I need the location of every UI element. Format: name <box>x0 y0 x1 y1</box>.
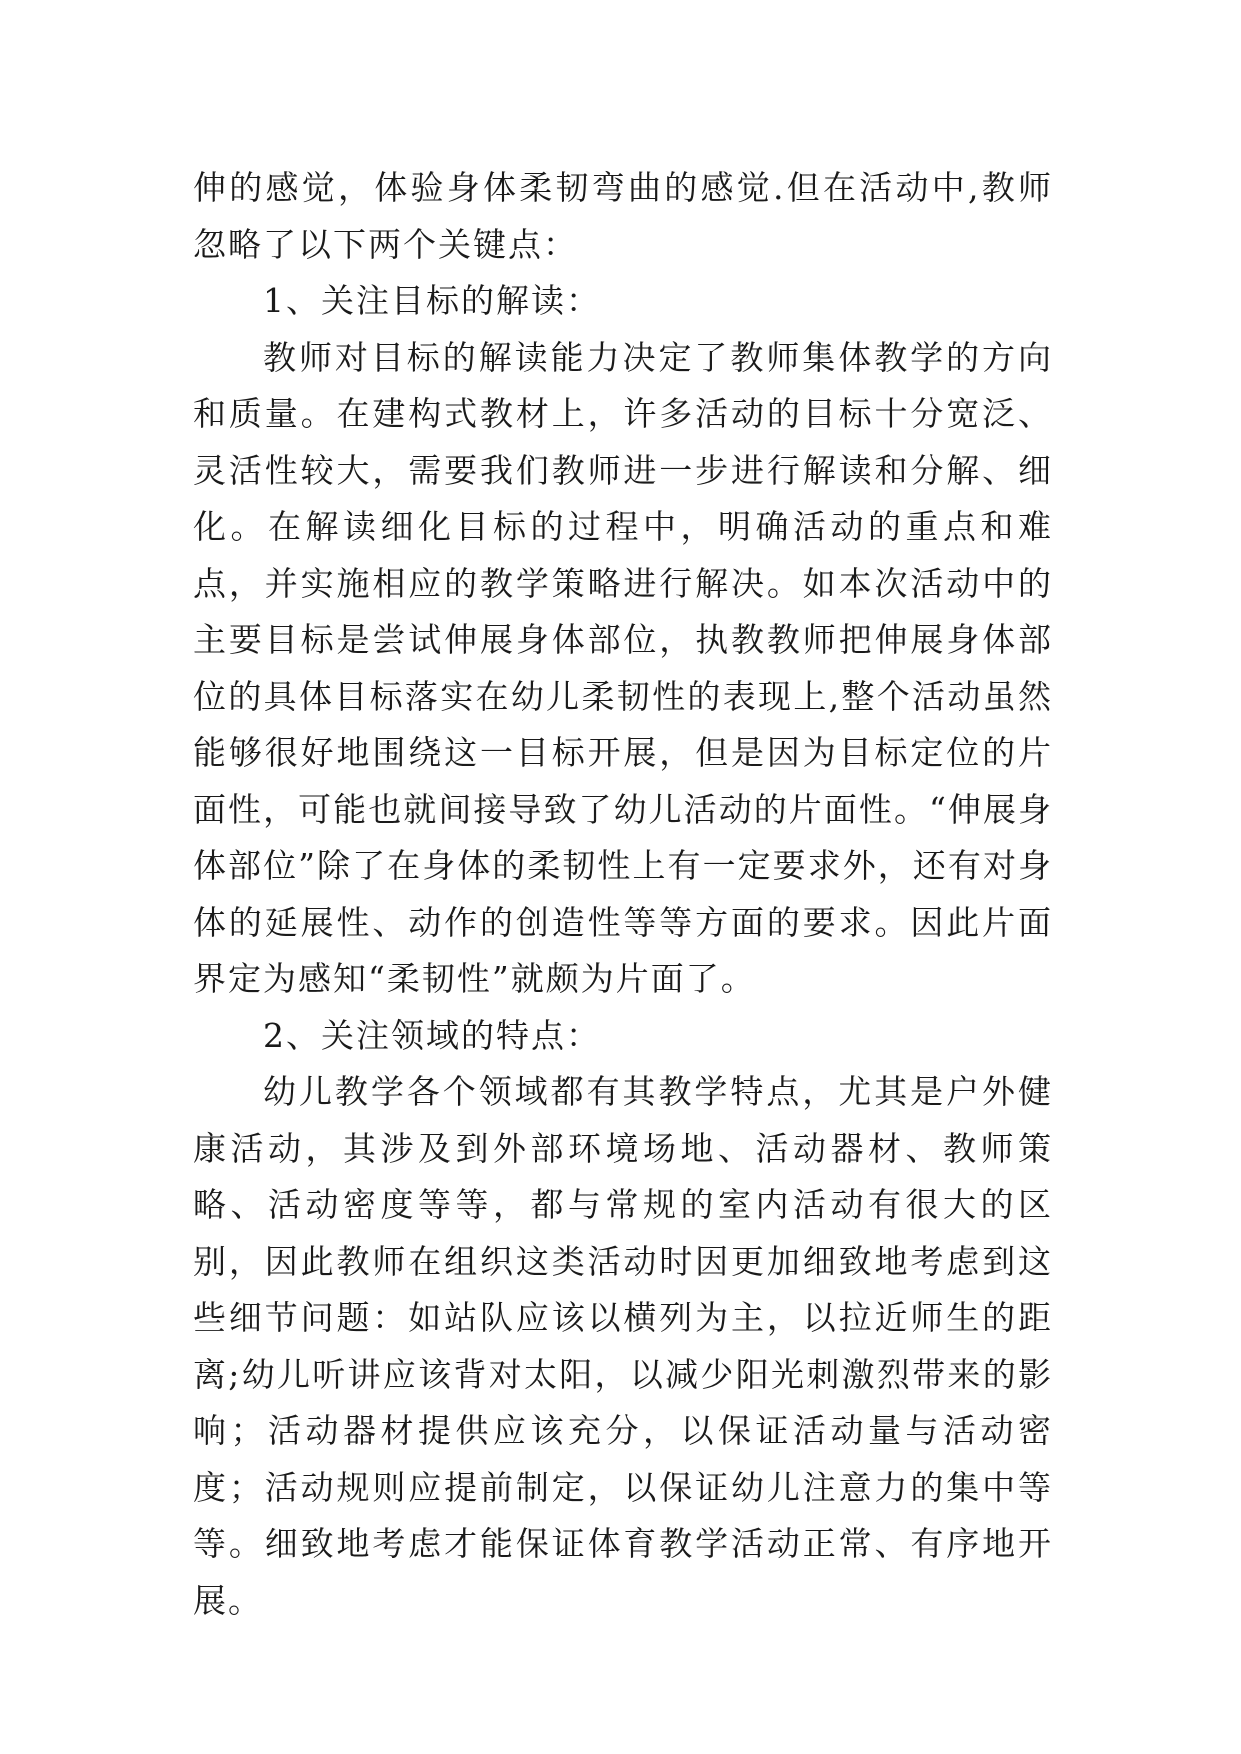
section-heading-1: 1、关注目标的解读： <box>263 281 601 320</box>
document-page <box>193 160 1053 1629</box>
paragraph-continuation: 伸的感觉，体验身体柔韧弯曲的感觉.但在活动中,教师忽略了以下两个关键点： <box>193 168 1053 264</box>
section-heading-2: 2、关注领域的特点： <box>263 1015 601 1055</box>
paragraph-domain-features: 幼儿教学各个领域都有其教学特点，尤其是户外健康活动，其涉及到外部环境场地、活动器材、教师策略、活动密度等等，都与常规的室内活动有很大的区别，因此教师在组织这类活动时因更加细致地考虑到这些细节问题：如站队应该以横列为主，以拉近师生的距离;幼儿听讲应该背对太阳，以减少阳光刺激烈带来的影响；活动器材提供应该充分，以保证活动量与活动密度；活动规则应提前制定，以保证幼儿注意力的集中等等。细致地考虑才能保证体育教学活动正常、有序地开展。 <box>193 1072 1053 1620</box>
paragraph-goal-interpretation: 教师对目标的解读能力决定了教师集体教学的方向和质量。在建构式教材上，许多活动的目标十分宽泛、灵活性较大，需要我们教师进一步进行解读和分解、细化。在解读细化目标的过程中，明确活动的重点和难点，并实施相应的教学策略进行解决。如本次活动中的主要目标是尝试伸展身体部位，执教教师把伸展身体部位的具体目标落实在幼儿柔韧性的表现上,整个活动虽然能够很好地围绕这一目标开展，但是因为目标定位的片面性，可能也就间接导致了幼儿活动的片面性。“伸展身体部位”除了在身体的柔韧性上有一定要求外，还有对身体的延展性、动作的创造性等等方面的要求。因此片面界定为感知“柔韧性”就颇为片面了。 <box>193 337 1053 998</box>
